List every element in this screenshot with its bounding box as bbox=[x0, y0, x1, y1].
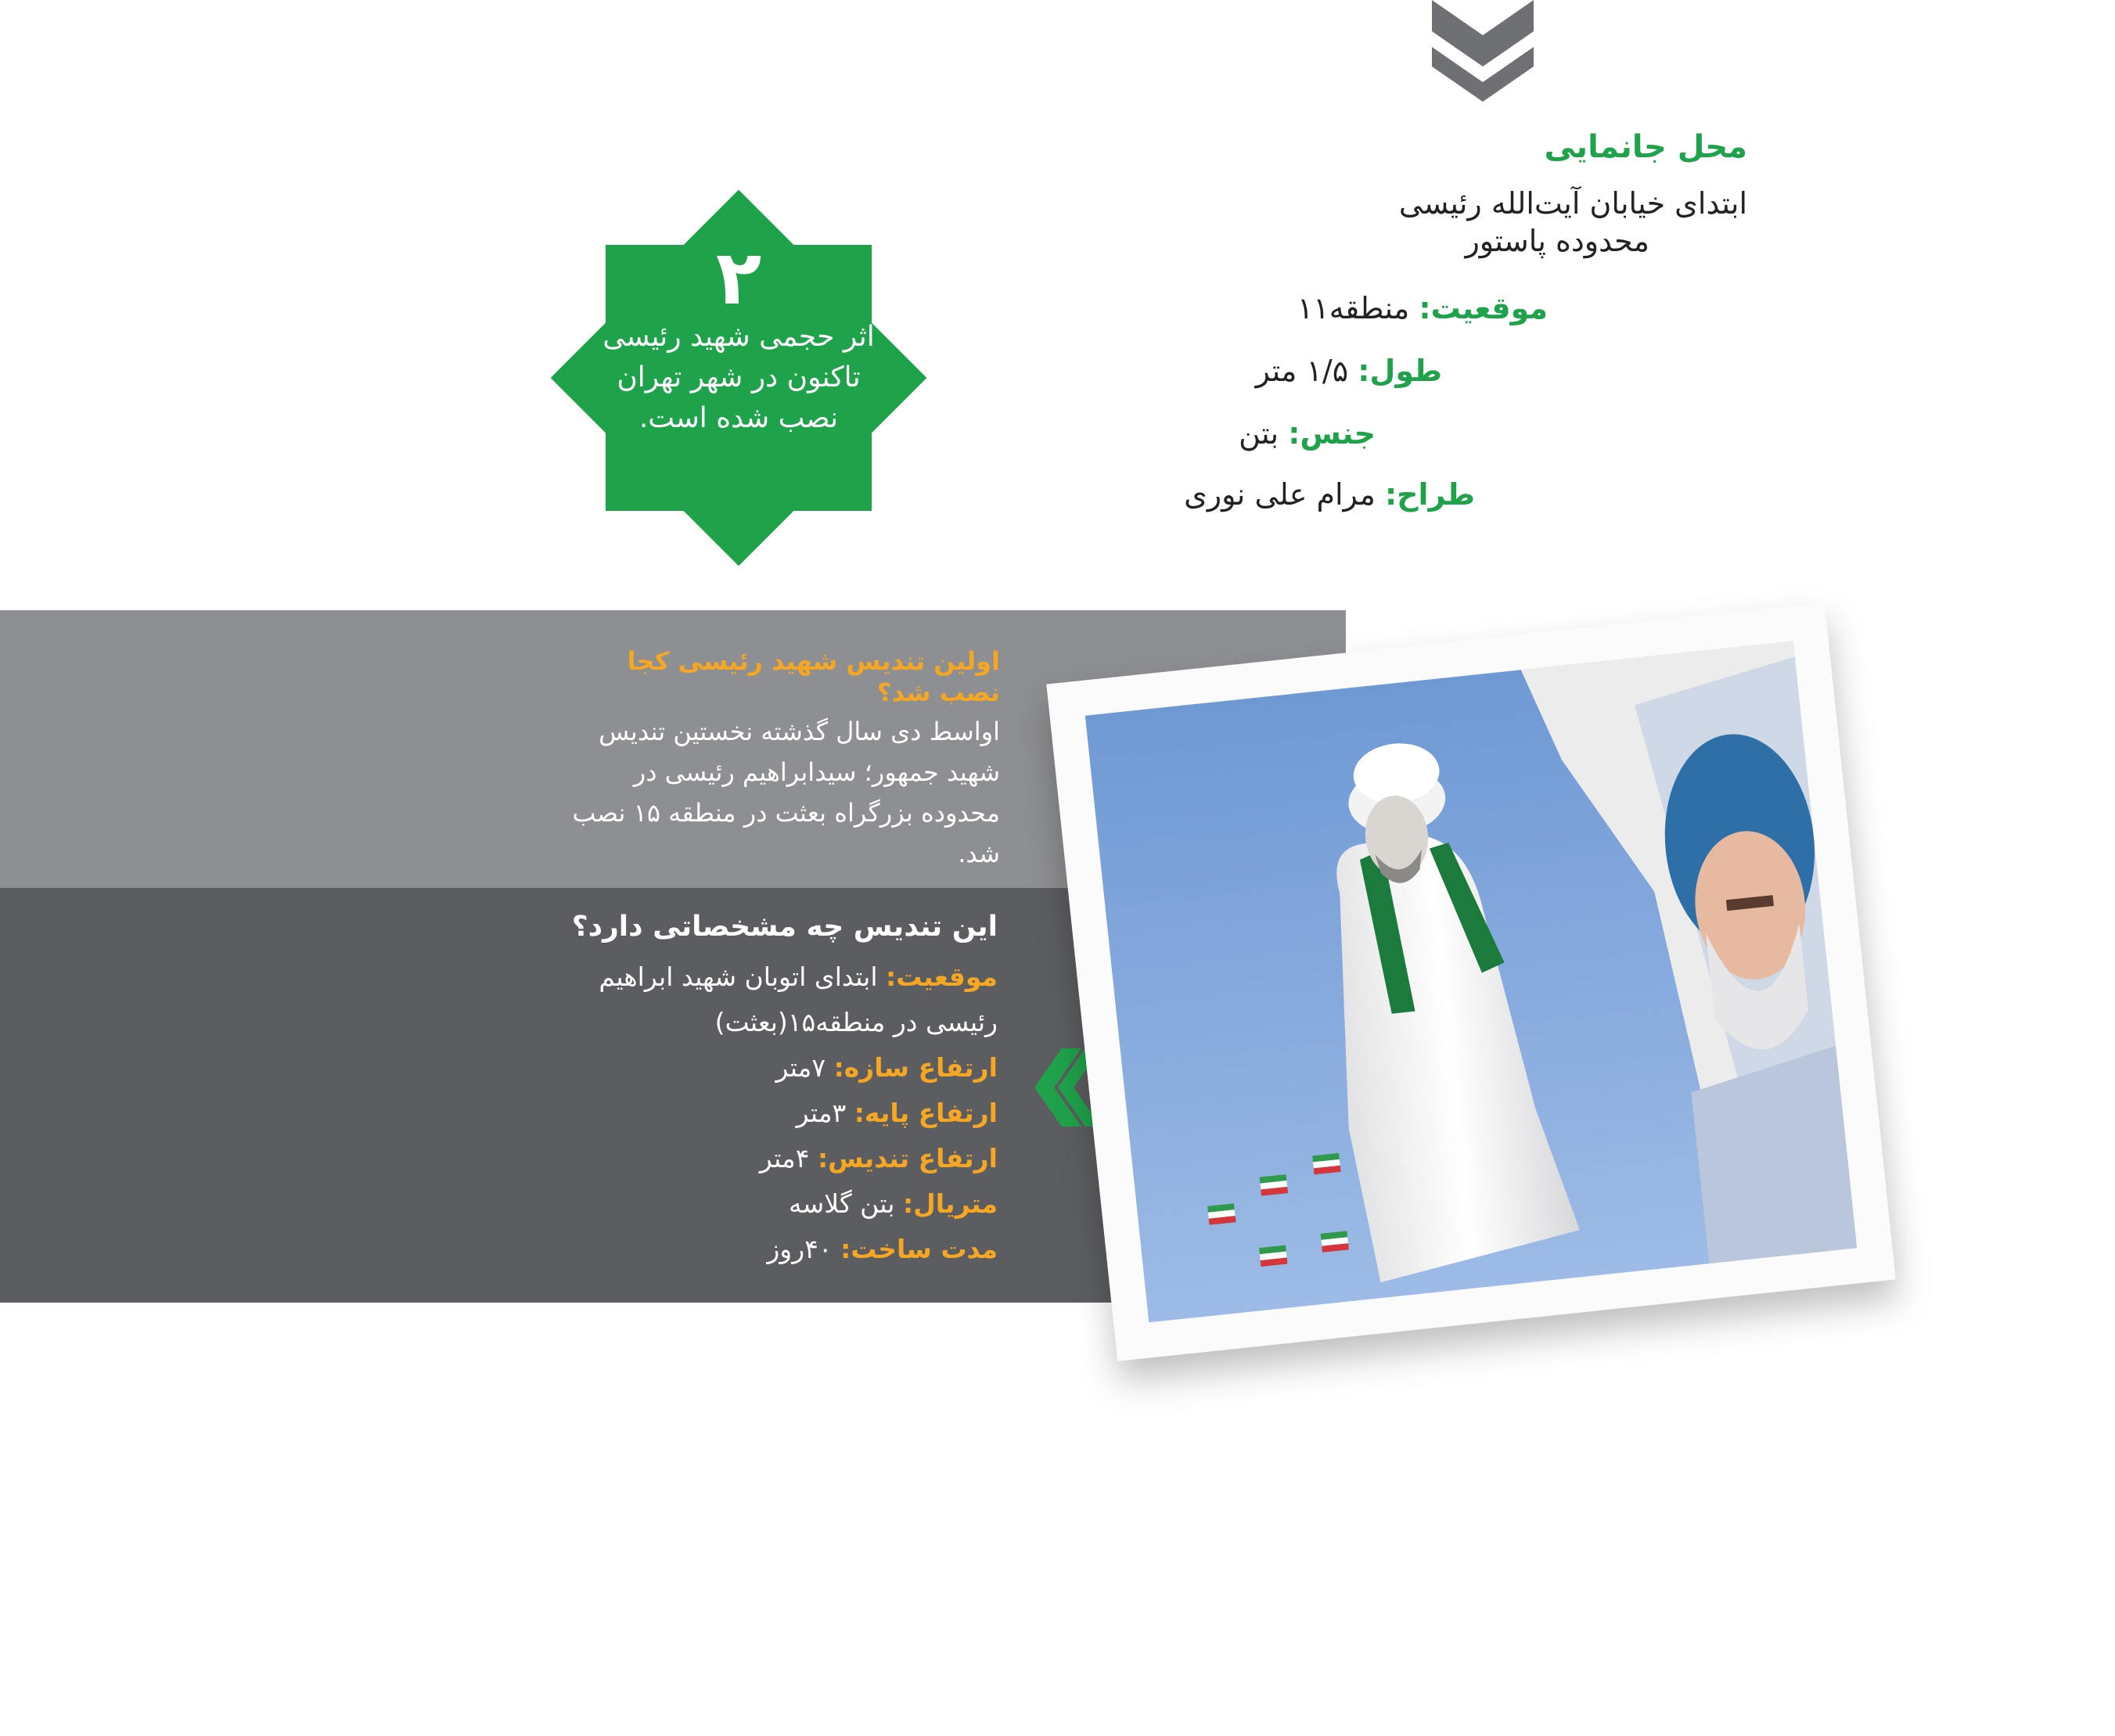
spec-build-time bbox=[372, 1227, 998, 1272]
spec-position-cont: رئیسی در منطقه۱۵(بعثت) bbox=[714, 1007, 998, 1037]
location-designer-row bbox=[1184, 477, 1475, 512]
location-block bbox=[1043, 129, 1747, 260]
spec-structure-height-label: ارتفاع سازه: bbox=[833, 1052, 998, 1083]
specs-question: این تندیس چه مشخصاتی دارد؟ bbox=[571, 911, 998, 943]
star-number: ۲ bbox=[715, 234, 762, 322]
spec-statue-height bbox=[372, 1136, 998, 1181]
spec-statue-height-label: ارتفاع تندیس: bbox=[817, 1143, 998, 1174]
spec-position bbox=[372, 954, 998, 1000]
spec-statue-height-value: ۴متر bbox=[759, 1143, 810, 1174]
statue-photo bbox=[1033, 595, 1909, 1369]
location-material-row bbox=[1239, 416, 1376, 451]
position-label: موقعیت: bbox=[1419, 291, 1548, 325]
statue-image bbox=[1085, 642, 1858, 1323]
location-position-row bbox=[1297, 291, 1548, 325]
specs-section bbox=[372, 908, 998, 1272]
length-value: ۱/۵ متر bbox=[1255, 354, 1349, 388]
spec-material-label: متریال: bbox=[902, 1188, 998, 1219]
star-text bbox=[598, 234, 879, 439]
first-statue-section bbox=[562, 645, 1000, 874]
spec-build-time-value: ۴۰روز bbox=[767, 1234, 833, 1264]
designer-label: طراح: bbox=[1384, 477, 1475, 512]
designer-value: مرام علی نوری bbox=[1184, 477, 1376, 512]
length-label: طول: bbox=[1358, 354, 1442, 388]
double-chevron-down-icon bbox=[1432, 0, 1534, 102]
location-heading: محل جانمایی bbox=[1544, 129, 1747, 165]
material-value: بتن bbox=[1239, 416, 1279, 451]
spec-material-value: بتن گلاسه bbox=[788, 1188, 895, 1219]
spec-position-value: ابتدای اتوبان شهید ابراهیم bbox=[599, 961, 878, 992]
location-length-row bbox=[1256, 354, 1442, 388]
photo-frame bbox=[1046, 602, 1895, 1361]
spec-base-height bbox=[372, 1091, 998, 1136]
spec-structure-height-value: ۷متر bbox=[775, 1052, 826, 1083]
address-line-2: محدوده پاستور bbox=[1465, 224, 1649, 258]
address-line-1: ابتدای خیابان آیت‌الله رئیسی bbox=[1398, 186, 1747, 221]
star-caption: اثر حجمی شهید رئیسی تاکنون در شهر تهران نصب شده است. bbox=[602, 321, 875, 434]
spec-material bbox=[372, 1181, 998, 1227]
spec-build-time-label: مدت ساخت: bbox=[840, 1234, 998, 1264]
first-statue-answer: اواسط دی سال گذشته نخستین تندیس شهید جمهور؛ سیدابراهیم رئیسی در محدوده بزرگراه بعثت در منطقه ۱۵ نصب شد. bbox=[572, 717, 1000, 868]
material-label: جنس: bbox=[1288, 416, 1376, 451]
position-value: منطقه۱۱ bbox=[1297, 291, 1410, 325]
spec-structure-height bbox=[372, 1045, 998, 1091]
spec-base-height-value: ۳متر bbox=[796, 1098, 847, 1128]
first-statue-question: اولین تندیس شهید رئیسی کجا نصب شد؟ bbox=[627, 646, 1000, 707]
spec-position-label: موقعیت: bbox=[886, 961, 998, 992]
spec-base-height-label: ارتفاع پایه: bbox=[854, 1098, 998, 1128]
